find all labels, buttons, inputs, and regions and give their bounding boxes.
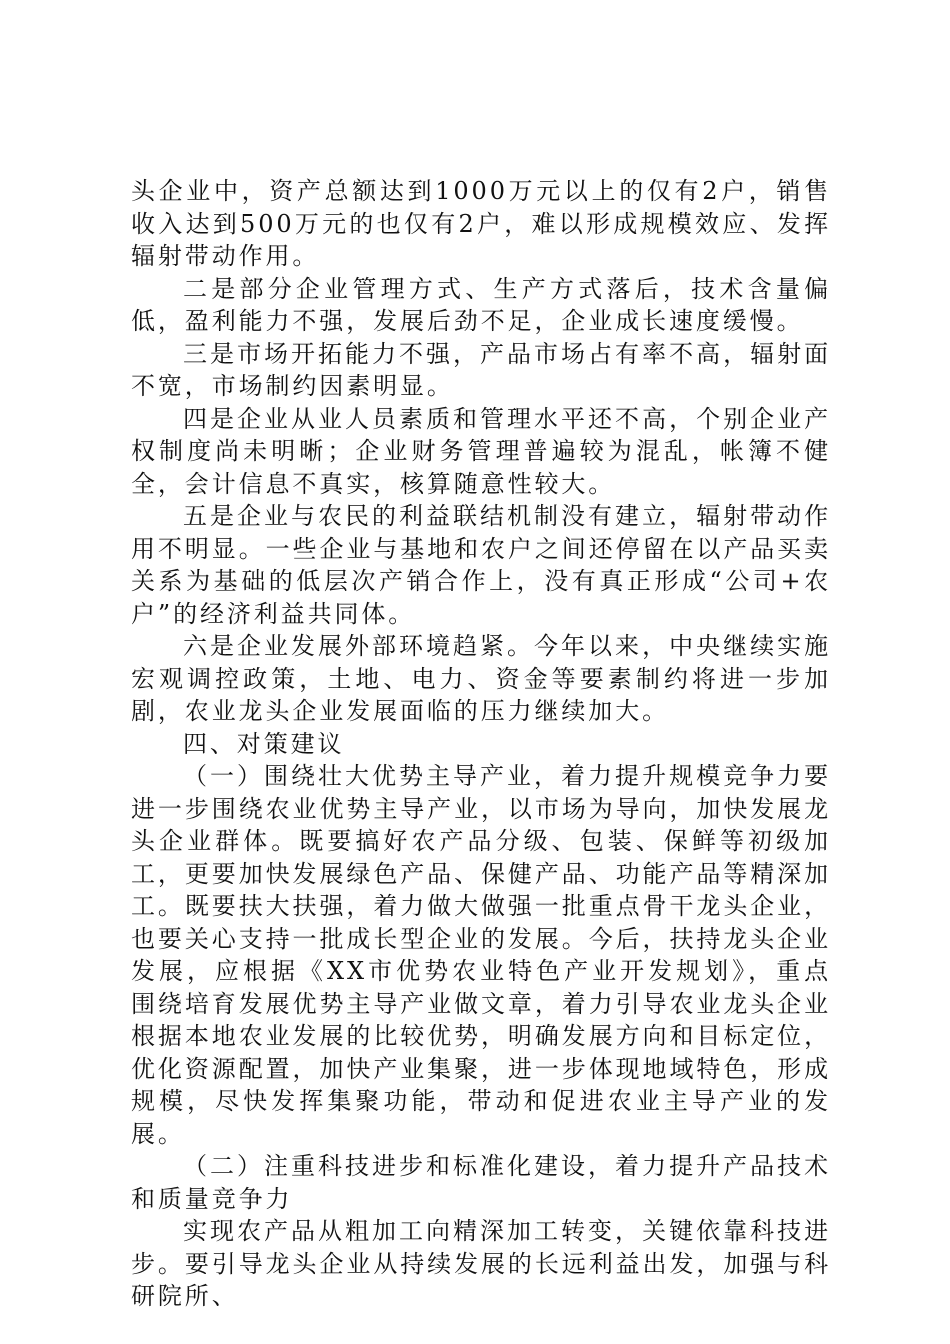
- paragraph: 四是企业从业人员素质和管理水平还不高，个别企业产权制度尚未明晰；企业财务管理普遍较为混乱，帐簿不健全，会计信息不真实，核算随意性较大。: [131, 404, 831, 498]
- subsection-heading: （二）注重科技进步和标准化建设，着力提升产品技术和质量竞争力: [131, 1152, 831, 1213]
- paragraph: 实现农产品从粗加工向精深加工转变，关键依靠科技进步。要引导龙头企业从持续发展的长远利益出发，加强与科研院所、: [131, 1217, 831, 1310]
- paragraph: 头企业中，资产总额达到1000万元以上的仅有2户，销售收入达到500万元的也仅有2户，难以形成规模效应、发挥辐射带动作用。: [131, 177, 831, 270]
- paragraph: 五是企业与农民的利益联结机制没有建立，辐射带动作用不明显。一些企业与基地和农户之间还停留在以产品买卖关系为基础的低层次产销合作上，没有真正形成“公司+农户”的经济利益共同体。: [131, 502, 831, 628]
- section-heading: 四、对策建议: [183, 729, 345, 758]
- subsection-paragraph: （一）围绕壮大优势主导产业，着力提升规模竞争力要进一步围绕农业优势主导产业，以市场为导向，加快发展龙头企业群体。既要搞好农产品分级、包装、保鲜等初级加工，更要加快发展绿色产品、保健产品、功能产品等精深加工。既要扶大扶强，着力做大做强一批重点骨干龙头企业，也要关心支持一批成长型企业的发展。今后，扶持龙头企业发展，应根据《XX市优势农业特色产业开发规划》，重点围绕培育发展优势主导产业做文章，着力引导农业龙头企业根据本地农业发展的比较优势，明确发展方向和目标定位，优化资源配置，加快产业集聚，进一步体现地域特色，形成规模，尽快发挥集聚功能，带动和促进农业主导产业的发展。: [131, 762, 831, 1148]
- paragraph: 二是部分企业管理方式、生产方式落后，技术含量偏低，盈利能力不强，发展后劲不足，企业成长速度缓慢。: [131, 274, 831, 335]
- document-page: [131, 175, 831, 1313]
- paragraph: 三是市场开拓能力不强，产品市场占有率不高，辐射面不宽，市场制约因素明显。: [131, 339, 831, 400]
- paragraph: 六是企业发展外部环境趋紧。今年以来，中央继续实施宏观调控政策，土地、电力、资金等要素制约将进一步加剧，农业龙头企业发展面临的压力继续加大。: [131, 632, 831, 725]
